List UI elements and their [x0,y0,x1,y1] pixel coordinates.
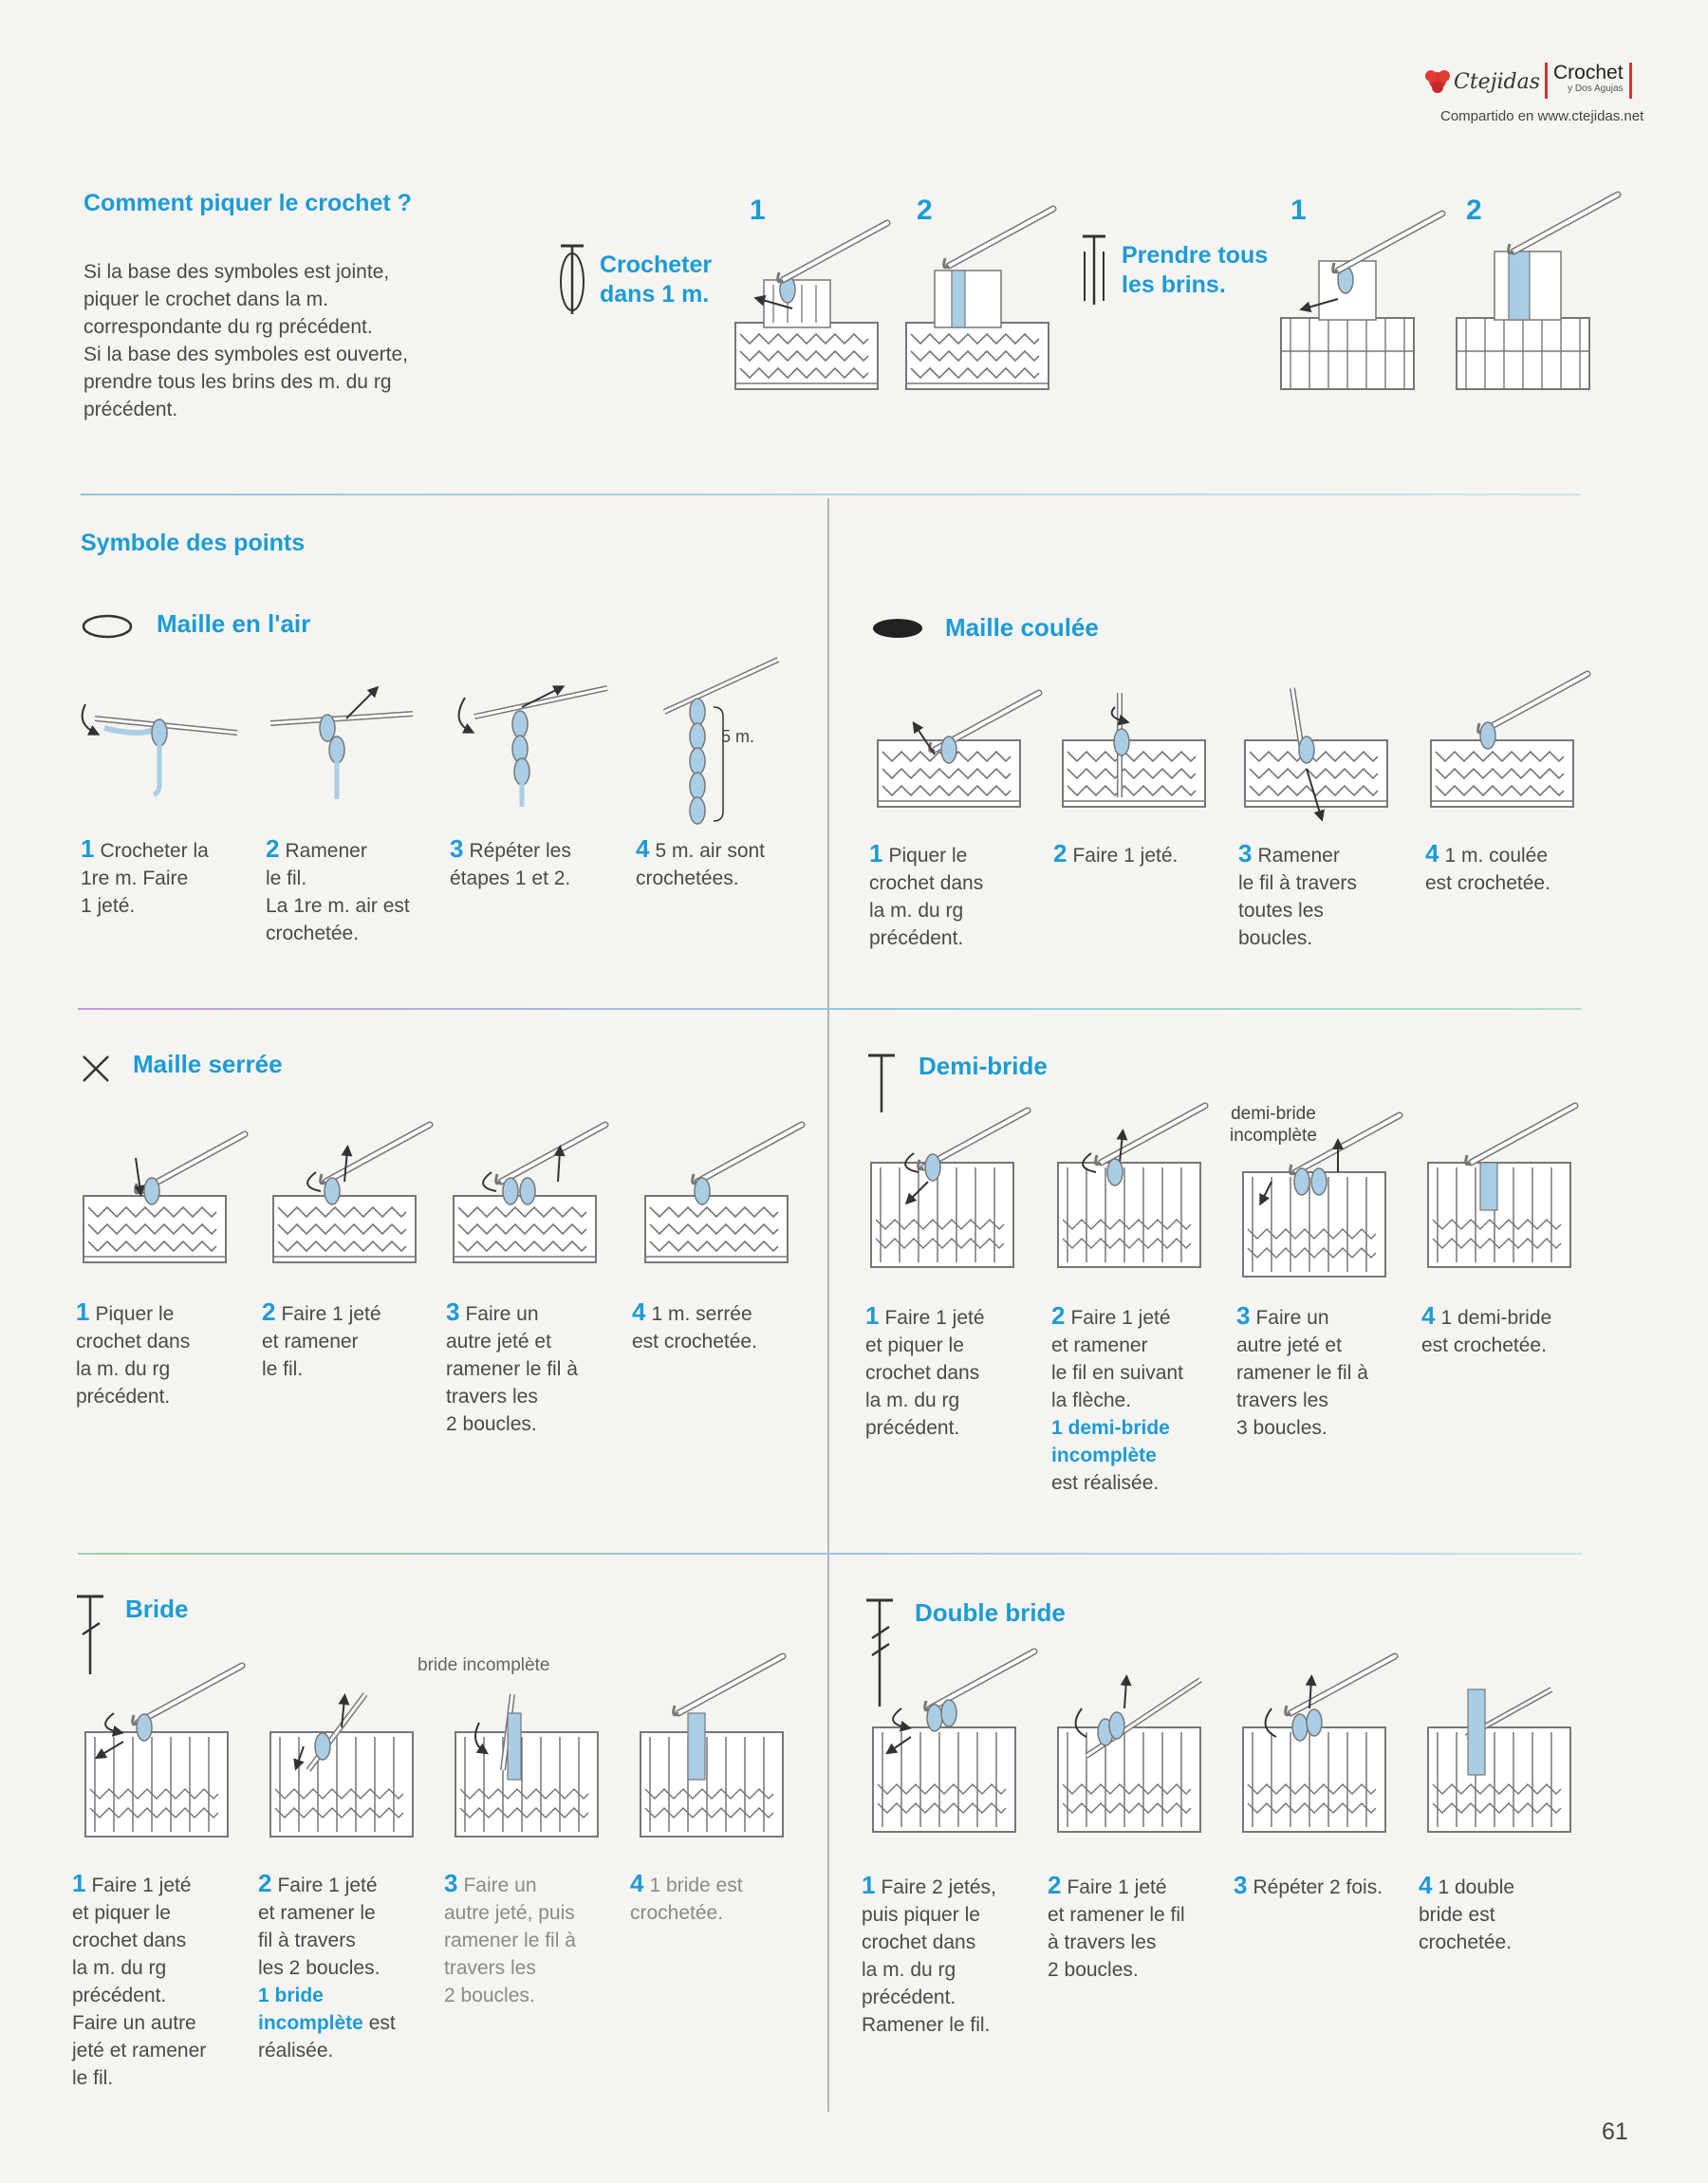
step-line: 1 bride est [649,1875,743,1896]
step-highlight: incomplète [1051,1445,1157,1466]
intro-label-a [600,251,712,309]
step-line: travers les [444,1957,536,1979]
half-step-4 [1421,1302,1587,1359]
step-line: Ramener [285,840,367,862]
intro-step-number: 1 [1290,195,1307,226]
step-number: 1 [865,1301,880,1330]
step-number: 2 [258,1869,272,1897]
step-line: puis piquer le [862,1904,980,1926]
separator-line [78,1008,1582,1010]
step-line: la m. du rg [76,1358,171,1380]
step-line: est réalisée. [1051,1472,1160,1494]
step-line: travers les [1236,1390,1328,1411]
slip-step-3 [1238,840,1404,952]
separator-line [78,1553,1582,1555]
column-divider [827,498,829,2112]
step-line: Piquer le [888,845,968,867]
logo-badge [1545,63,1632,99]
step-line: précédent. [76,1386,171,1408]
step-number: 4 [636,834,650,863]
chain-illustration-2 [261,676,432,809]
intro-illustration-b2 [1457,242,1627,399]
step-number: 1 [81,834,95,863]
page-number: 61 [1602,2118,1628,2145]
step-line: et ramener le fil [1048,1904,1185,1926]
intro-label-a-line: dans 1 m. [600,281,710,308]
step-line: Répéter les [469,840,571,862]
step-line: Faire 1 jeté [1067,1876,1167,1898]
logo-brand: Ctejidas [1454,70,1541,94]
intro-label-b-line: Prendre tous [1122,242,1269,269]
step-number: 1 [72,1869,86,1897]
step-line: crochetée. [266,923,360,944]
chain-title: Maille en l'air [157,609,311,638]
joined-base-symbol-icon [555,242,589,318]
step-line: La 1re m. air est [266,895,410,917]
step-line: boucles. [1238,927,1313,949]
step-line: est crochetée. [1425,872,1550,894]
logo-shared-text: Compartido en www.ctejidas.net [1440,108,1644,124]
step-line: la flèche. [1051,1390,1132,1411]
intro-title: Comment piquer le crochet ? [84,190,412,216]
step-line: 1re m. Faire [81,868,189,889]
step-line: crochet dans [865,1362,980,1384]
step-line: toutes les [1238,900,1324,922]
step-line: et piquer le [865,1334,964,1356]
single-step-1 [76,1298,242,1410]
step-line: précédent. [862,1987,956,2008]
step-line: 1 m. coulée [1444,845,1549,867]
treble-illustration-3 [455,1694,626,1846]
single-crochet-symbol-icon [81,1054,111,1084]
slip-illustration-2 [1063,683,1234,816]
step-line: Faire 1 jeté [884,1307,985,1329]
step-line: Piquer le [95,1303,175,1325]
step-line: Faire un [1255,1307,1329,1329]
slip-illustration-1 [878,683,1049,816]
step-line: précédent. [865,1417,960,1439]
step-line: la m. du rg [72,1957,167,1979]
step-line: travers les [446,1386,538,1408]
double-step-2 [1048,1872,1214,1984]
treble-title: Bride [125,1595,189,1623]
half-illustration-3 [1243,1144,1414,1286]
intro-illustration-a2 [906,242,1077,394]
step-line: Ramener le fil. [862,2014,991,2036]
slip-step-1 [869,840,1035,952]
step-line: 3 boucles. [1236,1417,1327,1439]
step-line: crochetée. [630,1902,724,1924]
step-line: 1 m. serrée [651,1303,752,1325]
single-illustration-2 [273,1139,444,1272]
step-line: et ramener le [258,1902,376,1924]
treble-illustration-4 [640,1694,811,1846]
step-line: crochet dans [862,1931,976,1953]
treble-illustration-2 [270,1694,441,1846]
double-title: Double bride [915,1598,1066,1627]
step-line: bride est [1419,1904,1495,1926]
step-number: 3 [446,1297,460,1326]
double-step-1 [862,1872,1028,2039]
intro-label-b [1122,241,1268,300]
step-line: crochetée. [1419,1931,1513,1953]
single-title: Maille serrée [133,1050,283,1078]
step-line: autre jeté et [446,1331,551,1353]
treble-step-3 [444,1870,610,2009]
chain-illustration-3 [446,669,617,812]
step-line: Faire 1 jeté [91,1875,192,1896]
step-line: ramener le fil à [1236,1362,1368,1384]
step-number: 3 [450,834,464,863]
logo-badge-main: Crochet [1553,62,1624,84]
half-illustration-2 [1058,1125,1229,1277]
slip-stitch-symbol-icon [871,615,924,642]
step-line: crochetées. [636,868,739,889]
single-step-3 [446,1298,612,1438]
step-line: crochet dans [869,872,984,894]
step-line: le fil. [72,2067,114,2089]
slip-step-2 [1053,840,1219,869]
chain-symbol-icon [81,612,134,641]
logo-badge-sub: y Dos Agujas [1568,84,1624,94]
chain-step-3 [450,835,616,892]
double-illustration-1 [873,1670,1044,1841]
step-line: ramener le fil à [446,1358,578,1380]
step-number: 2 [1048,1871,1062,1899]
half-note [1230,1103,1317,1147]
intro-text [84,258,463,423]
step-line: Faire un [463,1875,537,1896]
slip-illustration-3 [1245,683,1416,826]
step-line: Faire 1 jeté [1070,1307,1171,1329]
double-illustration-4 [1428,1670,1599,1841]
intro-step-number: 1 [750,195,766,226]
step-line: Faire 1 jeté [277,1875,378,1896]
intro-line: piquer le crochet dans la m. [84,289,328,310]
step-number: 3 [1234,1871,1248,1899]
step-line: 2 boucles. [1048,1959,1139,1981]
step-line: 1 jeté. [81,895,136,917]
half-illustration-1 [871,1125,1042,1277]
slip-illustration-4 [1431,683,1602,816]
chain-illustration-1 [76,676,247,809]
intro-illustration-b1 [1281,242,1452,399]
step-line: Faire 2 jetés, [881,1876,996,1898]
step-highlight: incomplète [258,2012,363,2034]
double-step-3 [1234,1872,1423,1901]
chain-step-4 [636,835,802,892]
slip-title: Maille coulée [945,613,1099,642]
open-base-symbol-icon [1077,233,1111,308]
half-note-line: incomplète [1230,1126,1317,1146]
half-double-symbol-icon [865,1052,898,1114]
treble-note: bride incomplète [418,1655,550,1675]
half-step-2 [1051,1302,1217,1497]
step-line: autre jeté, puis [444,1902,575,1924]
step-line: fil à travers [258,1930,356,1951]
step-number: 2 [1053,839,1068,868]
step-line: Faire 1 jeté [281,1303,381,1325]
step-number: 4 [1421,1301,1436,1330]
step-line: précédent. [72,1985,167,2006]
step-number: 3 [444,1869,458,1897]
step-number: 4 [1419,1871,1433,1899]
chain-step-2 [266,835,432,947]
step-line: ramener le fil à [444,1930,576,1951]
intro-line: Si la base des symboles est ouverte, [84,344,409,365]
step-line: et ramener [1051,1334,1148,1356]
step-highlight: 1 demi-bride [1051,1417,1170,1439]
chain-illustration-4 [645,664,816,835]
flower-icon [1423,66,1452,95]
intro-line: précédent. [84,399,178,420]
step-line: réalisée. [258,2040,334,2062]
step-line: les 2 boucles. [258,1957,381,1979]
step-line: crochet dans [76,1331,191,1353]
step-line: à travers les [1048,1931,1157,1953]
step-line: Crocheter la [100,840,209,862]
step-line: la m. du rg [869,900,964,922]
step-line: est crochetée. [1421,1334,1547,1356]
step-line: Faire 1 jeté. [1072,845,1179,867]
intro-illustration-a1 [735,242,906,394]
step-line: précédent. [869,927,964,949]
treble-step-2 [258,1870,424,2064]
step-number: 1 [76,1297,90,1326]
step-line: Répéter 2 fois. [1253,1876,1383,1898]
step-line: le fil. [266,868,307,889]
step-line: et piquer le [72,1902,171,1924]
step-line: Ramener [1257,845,1340,867]
step-line: la m. du rg [862,1959,956,1981]
step-number: 2 [262,1297,276,1326]
double-illustration-2 [1058,1670,1229,1841]
single-illustration-3 [454,1139,624,1272]
double-step-4 [1419,1872,1585,1956]
step-line: est crochetée. [632,1331,757,1353]
step-highlight: 1 bride [258,1985,324,2006]
separator-line [81,494,1580,495]
intro-line: correspondante du rg précédent. [84,316,373,338]
single-illustration-4 [645,1139,816,1272]
step-line: autre jeté et [1236,1334,1342,1356]
step-line: 2 boucles. [446,1413,537,1435]
step-line: Faire un autre [72,2012,196,2034]
step-line: le fil. [262,1358,304,1380]
step-line: la m. du rg [865,1390,960,1411]
step-number: 4 [1425,839,1439,868]
step-line: Faire un [465,1303,539,1325]
step-line: est [362,2012,396,2034]
step-line: 1 double [1438,1876,1515,1898]
step-number: 1 [869,839,883,868]
half-step-3 [1236,1302,1402,1442]
step-line: 1 demi-bride [1440,1307,1552,1329]
intro-label-b-line: les brins. [1122,271,1226,298]
step-line: le fil en suivant [1051,1362,1183,1384]
step-line: le fil à travers [1238,872,1357,894]
slip-step-4 [1425,840,1591,897]
intro-line: Si la base des symboles est jointe, [84,261,390,283]
step-number: 2 [1051,1301,1066,1330]
step-number: 3 [1236,1301,1251,1330]
single-step-4 [632,1298,798,1355]
half-title: Demi-bride [919,1052,1048,1080]
intro-label-a-line: Crocheter [600,252,713,278]
step-line: 2 boucles. [444,1985,535,2006]
intro-step-number: 2 [1466,195,1482,226]
double-crochet-symbol-icon [74,1593,106,1678]
step-line: crochet dans [72,1930,187,1951]
double-illustration-3 [1243,1670,1414,1841]
step-number: 1 [862,1871,876,1899]
treble-step-4 [630,1870,796,1927]
chain-note: 5 m. [721,727,755,746]
step-line: jeté et ramener [72,2040,207,2062]
step-number: 4 [630,1869,644,1897]
step-line: étapes 1 et 2. [450,868,571,889]
step-number: 4 [632,1297,646,1326]
step-number: 3 [1238,839,1253,868]
single-step-2 [262,1298,428,1383]
symbols-title: Symbole des points [81,530,306,556]
single-illustration-1 [84,1139,254,1272]
treble-step-1 [72,1870,238,2092]
step-line: 5 m. air sont [655,840,766,862]
site-logo [1423,63,1651,129]
half-note-line: demi-bride [1231,1104,1316,1124]
half-step-1 [865,1302,1031,1442]
half-illustration-4 [1428,1125,1599,1277]
intro-line: prendre tous les brins des m. du rg [84,371,392,393]
intro-step-number: 2 [917,195,933,226]
step-line: et ramener [262,1331,359,1353]
treble-illustration-1 [85,1694,256,1846]
chain-step-1 [81,835,247,920]
step-number: 2 [266,834,280,863]
